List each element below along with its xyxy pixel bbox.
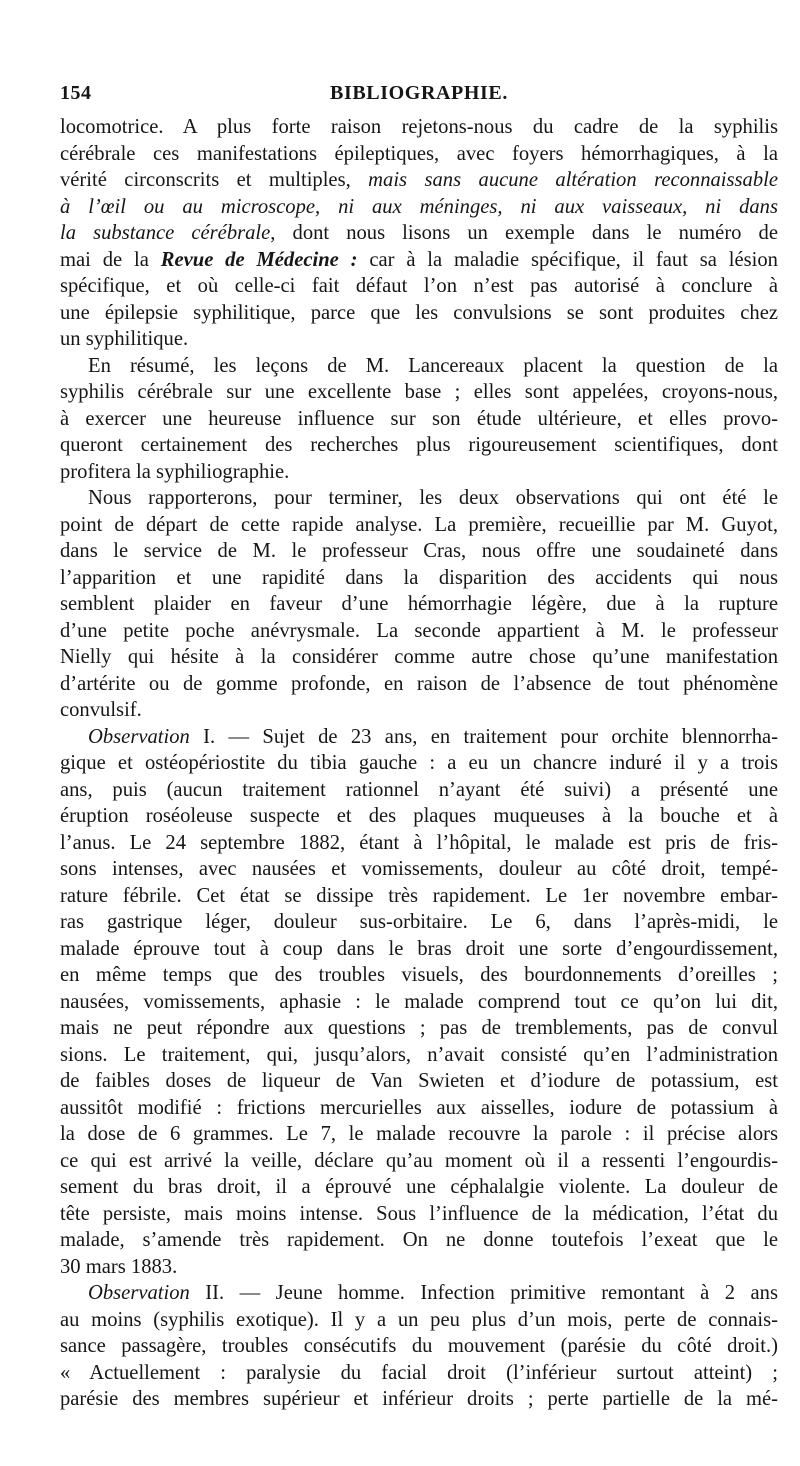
text-segment: I. — Sujet de 23 ans, en traitement pour orchite blennorrha- — [189, 725, 778, 748]
text-line: Nielly qui hésite à la considérer comme autre chose qu’une manifestation — [60, 646, 778, 668]
page-number: 154 — [60, 82, 92, 104]
document-page — [60, 78, 778, 1413]
text-line: Nous rapporterons, pour terminer, les deux observations qui ont été le — [88, 487, 778, 509]
text-line: sons intenses, avec nausées et vomissements, douleur au côté droit, tempé- — [60, 858, 778, 880]
running-title: BIBLIOGRAPHIE. — [330, 82, 508, 104]
text-line: aussitôt modifié : frictions mercurielles aux aisselles, iodure de potassium à — [60, 1096, 778, 1119]
text-line — [60, 167, 778, 194]
text-line: syphilis cérébrale sur une excellente base ; elles sont appelées, croyons-nous, — [60, 381, 778, 403]
text-line: de faibles doses de liqueur de Van Swieten et d’iodure de potassium, est — [60, 1070, 778, 1092]
text-line: point de départ de cette rapide analyse. La première, recueillie par M. Guyot, — [60, 513, 778, 536]
emphasized-text: la substance cérébrale — [60, 222, 271, 244]
text-line: dans le service de M. le professeur Cras, nous offre une soudaineté dans — [60, 540, 778, 562]
text-line: la dose de 6 grammes. Le 7, le malade recouvre la parole : il précise alors — [60, 1123, 778, 1145]
text-line: d’une petite poche anévrysmale. La seconde appartient à M. le professeur — [60, 619, 778, 642]
emphasized-text: Observation — [88, 725, 190, 748]
text-line: semblent plaider en faveur d’une hémorrhagie légère, due à la rupture — [60, 593, 778, 615]
text-line: rature fébrile. Cet état se dissipe très rapidement. Le 1er novembre embar- — [60, 884, 778, 907]
text-segment: mai de la — [60, 248, 161, 271]
text-line: 30 mars 1883. — [60, 1255, 178, 1278]
text-line: l’apparition et une rapidité dans la disparition des accidents qui nous — [60, 566, 778, 589]
text-line: cérébrale ces manifestations épileptiques, avec foyers hémorrhagiques, à la — [60, 142, 778, 165]
text-line: malade éprouve tout à coup dans le bras droit une sorte d’engourdissement, — [60, 937, 778, 960]
text-line: l’anus. Le 24 septembre 1882, étant à l’hôpital, le malade est pris de fris- — [60, 831, 778, 854]
text-line: ce qui est arrivé la veille, déclare qu’au moment où il a ressenti l’engourdis- — [60, 1149, 778, 1172]
text-line: éruption roséoleuse suspecte et des plaques muqueuses à la bouche et à — [60, 805, 778, 827]
text-line: d’artérite ou de gomme profonde, en raison de l’absence de tout phénomène — [60, 672, 778, 695]
text-line: nausées, vomissements, aphasie : le malade comprend tout ce qu’on lui dit, — [60, 990, 778, 1013]
text-line: à exercer une heureuse influence sur son étude ultérieure, et elles provo- — [60, 407, 778, 430]
text-line: sement du bras droit, il a éprouvé une céphalalgie violente. La douleur de — [60, 1176, 778, 1198]
text-line: un syphilitique. — [60, 328, 189, 350]
text-line — [60, 247, 778, 274]
body-text — [60, 114, 778, 1413]
emphasized-text: mais sans aucune altération reconnaissable — [368, 169, 778, 191]
text-line: gique et ostéopériostite du tibia gauche : a eu un chancre induré il y a trois — [60, 752, 778, 774]
text-line: profitera la syphiliographie. — [60, 460, 290, 483]
text-line: une épilepsie syphilitique, parce que les convulsions se sont produites chez — [60, 301, 778, 324]
emphasized-text: Observation — [88, 1282, 190, 1304]
text-line: locomotrice. A plus forte raison rejetons-nous du cadre de la syphilis — [60, 116, 778, 138]
text-line: malade, s’amende très rapidement. On ne donne toutefois l’exeat que le — [60, 1229, 778, 1251]
text-segment: II. — Jeune homme. Infection primitive remontant à 2 ans — [189, 1282, 778, 1304]
text-segment: vérité circonscrits et multiples, — [60, 169, 369, 191]
text-line: sions. Le traitement, qui, jusqu’alors, n’avait consisté qu’en l’administration — [60, 1043, 778, 1066]
text-line: mais ne peut répondre aux questions ; pas de tremblements, pas de convul — [60, 1017, 778, 1039]
text-line — [60, 220, 778, 247]
text-line: queront certainement des recherches plus rigoureusement scientifiques, dont — [60, 434, 778, 456]
text-line — [60, 1280, 778, 1307]
text-line: en même temps que des troubles visuels, des bourdonnements d’oreilles ; — [60, 964, 778, 986]
text-line: au moins (syphilis exotique). Il y a un peu plus d’un mois, perte de connais- — [60, 1308, 778, 1331]
text-line — [60, 194, 778, 221]
text-line: ras gastrique léger, douleur sus-orbitaire. Le 6, dans l’après-midi, le — [60, 911, 778, 933]
text-line: tête persiste, mais moins intense. Sous l’influence de la médication, l’état du — [60, 1202, 778, 1225]
text-line: En résumé, les leçons de M. Lancereaux placent la question de la — [88, 354, 778, 377]
text-line: parésie des membres supérieur et inférieur droits ; perte partielle de la mé- — [60, 1388, 778, 1410]
text-line: sance passagère, troubles consécutifs du mouvement (parésie du côté droit.) — [60, 1335, 778, 1357]
text-line: « Actuellement : paralysie du facial droit (l’inférieur surtout atteint) ; — [60, 1361, 778, 1384]
emphasized-text: Revue de Médecine : — [160, 248, 358, 271]
text-line — [60, 724, 778, 751]
text-line: ans, puis (aucun traitement rationnel n’ayant été suivi) a présenté une — [60, 778, 778, 801]
emphasized-text: à l’œil ou au microscope, ni aux méninges, ni aux vaisseaux, ni dans — [60, 195, 778, 218]
page-header — [60, 78, 778, 108]
text-line: convulsif. — [60, 699, 142, 721]
text-segment: car à la maladie spécifique, il faut sa lésion — [357, 248, 778, 271]
text-line: spécifique, et où celle-ci fait défaut l’on n’est pas autorisé à conclure à — [60, 275, 778, 297]
text-segment: , dont nous lisons un exemple dans le numéro de — [270, 222, 778, 244]
